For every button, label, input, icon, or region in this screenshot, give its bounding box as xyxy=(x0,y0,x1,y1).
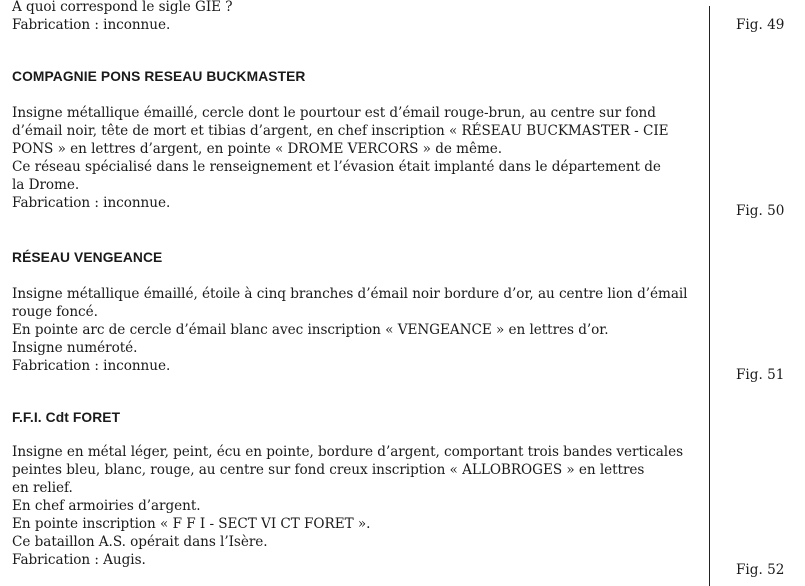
section-heading-ffi-foret: F.F.I. Cdt FORET xyxy=(12,410,121,425)
intro-fabrication: Fabrication : inconnue. xyxy=(12,17,171,33)
section-heading-vengeance: RÉSEAU VENGEANCE xyxy=(12,250,163,265)
figure-label-51: Fig. 51 xyxy=(736,367,785,383)
figure-label-49: Fig. 49 xyxy=(736,17,785,33)
section-1-fabrication: Fabrication : inconnue. xyxy=(12,195,171,211)
section-1-line-1: Insigne métallique émaillé, cercle dont le pourtour est d’émail rouge-brun, au centre sur fond xyxy=(12,105,656,121)
figure-label-52: Fig. 52 xyxy=(736,562,785,578)
section-1-line-3: PONS » en lettres d’argent, en pointe « DROME VERCORS » de même. xyxy=(12,141,503,157)
intro-question: A quoi correspond le sigle GIE ? xyxy=(12,0,233,15)
figure-label-50: Fig. 50 xyxy=(736,203,785,219)
section-2-line-2: rouge foncé. xyxy=(12,304,98,320)
section-3-fabrication: Fabrication : Augis. xyxy=(12,552,146,568)
section-1-line-2: d’émail noir, tête de mort et tibias d’argent, en chef inscription « RÉSEAU BUCKMASTER - CIE xyxy=(12,123,669,139)
section-1-line-4: Ce réseau spécialisé dans le renseignement et l’évasion était implanté dans le département de xyxy=(12,159,661,175)
section-heading-buckmaster: COMPAGNIE PONS RESEAU BUCKMASTER xyxy=(12,69,306,84)
section-3-line-3: en relief. xyxy=(12,480,73,496)
section-1-line-5: la Drome. xyxy=(12,177,80,193)
section-3-line-6: Ce bataillon A.S. opérait dans l’Isère. xyxy=(12,534,268,550)
section-3-line-5: En pointe inscription « F F I - SECT VI CT FORET ». xyxy=(12,516,371,532)
column-divider xyxy=(709,6,710,586)
section-3-line-4: En chef armoiries d’argent. xyxy=(12,498,201,514)
section-2-line-1: Insigne métallique émaillé, étoile à cinq branches d’émail noir bordure d’or, au centre lion d’émail xyxy=(12,286,688,302)
section-2-line-3: En pointe arc de cercle d’émail blanc avec inscription « VENGEANCE » en lettres d’or. xyxy=(12,322,609,338)
section-3-line-1: Insigne en métal léger, peint, écu en pointe, bordure d’argent, comportant trois bandes verticales xyxy=(12,444,684,460)
section-3-line-2: peintes bleu, blanc, rouge, au centre sur fond creux inscription « ALLOBROGES » en lettres xyxy=(12,462,645,478)
section-2-fabrication: Fabrication : inconnue. xyxy=(12,358,171,374)
section-2-line-4: Insigne numéroté. xyxy=(12,340,138,356)
